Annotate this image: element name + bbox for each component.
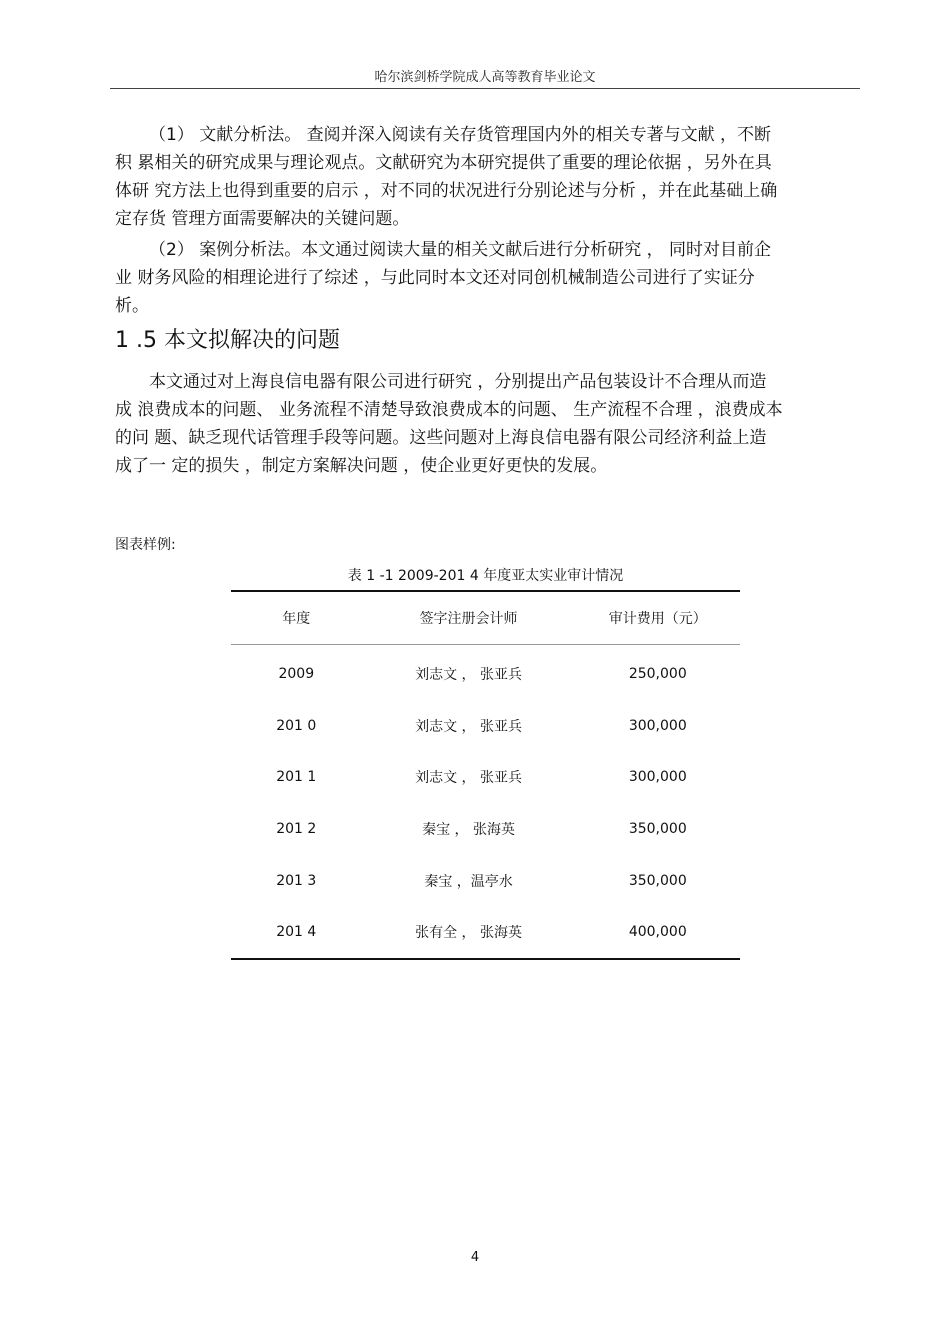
cell-accountants: 张有全 ， 张海英 (362, 906, 576, 959)
text-line: 的问 题、缺乏现代话管理手段等问题。这些问题对上海良信电器有限公司经济利益上造 (115, 428, 767, 448)
table-title: 表 1 -1 2009-201 4 年度亚太实业审计情况 (347, 568, 624, 584)
text-line: 析。 (115, 296, 149, 316)
text-line: （2） 案例分析法。本文通过阅读大量的相关文献后进行分析研究 ， 同时对目前企 (149, 240, 772, 260)
text-line: 体研 究方法上也得到重要的启示 ，对不同的状况进行分别论述与分析 ，并在此基础上确 (115, 181, 778, 201)
table-row (231, 906, 740, 959)
paragraph-literature-method (115, 121, 860, 233)
column-header-fee: 审计费用（元） (576, 591, 740, 645)
cell-year: 201 1 (276, 769, 317, 786)
header-divider (110, 88, 860, 89)
table-row (231, 855, 740, 907)
paragraph-problem-statement (115, 368, 860, 480)
section-heading: 1 .5 本文拟解决的问题 (115, 328, 340, 353)
cell-year: 201 0 (276, 717, 317, 734)
cell-year: 201 4 (231, 906, 362, 959)
paragraph-case-method (115, 236, 860, 320)
text-line: 本文通过对上海良信电器有限公司进行研究 ，分别提出产品包装设计不合理从而造 (149, 372, 767, 392)
cell-fee: 400,000 (576, 906, 740, 959)
column-header-year: 年度 (231, 591, 362, 645)
table-row (231, 700, 740, 752)
figure-sample-label: 图表样例: (115, 537, 176, 553)
text-line: 成了一 定的损失 ，制定方案解决问题 ，使企业更好更快的发展。 (115, 456, 608, 476)
running-header: 哈尔滨剑桥学院成人高等教育毕业论文 (374, 70, 596, 85)
cell-fee: 300,000 (628, 769, 687, 786)
cell-year: 2009 (278, 665, 315, 682)
text-line: 定存货 管理方面需要解决的关键问题。 (115, 209, 410, 229)
cell-year: 201 2 (276, 820, 317, 837)
text-line: 业 财务风险的相理论进行了综述 ，与此同时本文还对同创机械制造公司进行了实证分 (115, 268, 755, 288)
audit-table (231, 590, 740, 960)
cell-year: 201 3 (276, 872, 317, 889)
cell-accountants: 刘志文 ， 张亚兵 (415, 770, 523, 787)
cell-fee: 350,000 (628, 872, 687, 889)
table-row (231, 803, 740, 855)
cell-accountants: 刘志文 ， 张亚兵 (415, 718, 523, 735)
table-row (231, 645, 740, 700)
cell-fee: 300,000 (628, 717, 687, 734)
cell-fee: 350,000 (628, 820, 687, 837)
text-line: 积 累相关的研究成果与理论观点。文献研究为本研究提供了重要的理论依据 ，另外在具 (115, 153, 772, 173)
text-line: 成 浪费成本的问题、 业务流程不清楚导致浪费成本的问题、 生产流程不合理 ，浪费成本 (115, 400, 783, 420)
page-number: 4 (470, 1250, 480, 1265)
cell-accountants: 秦宝 ， 张海英 (422, 821, 516, 838)
column-header-accountants: 签字注册会计师 (362, 591, 576, 645)
cell-fee: 250,000 (628, 665, 687, 682)
table-header-row (231, 591, 740, 645)
table-row (231, 751, 740, 803)
text-line: （1） 文献分析法。 查阅并深入阅读有关存货管理国内外的相关专著与文献 ，不断 (149, 125, 772, 145)
cell-accountants: 刘志文 ， 张亚兵 (415, 666, 523, 683)
cell-accountants: 秦宝 ，温亭水 (424, 873, 513, 890)
